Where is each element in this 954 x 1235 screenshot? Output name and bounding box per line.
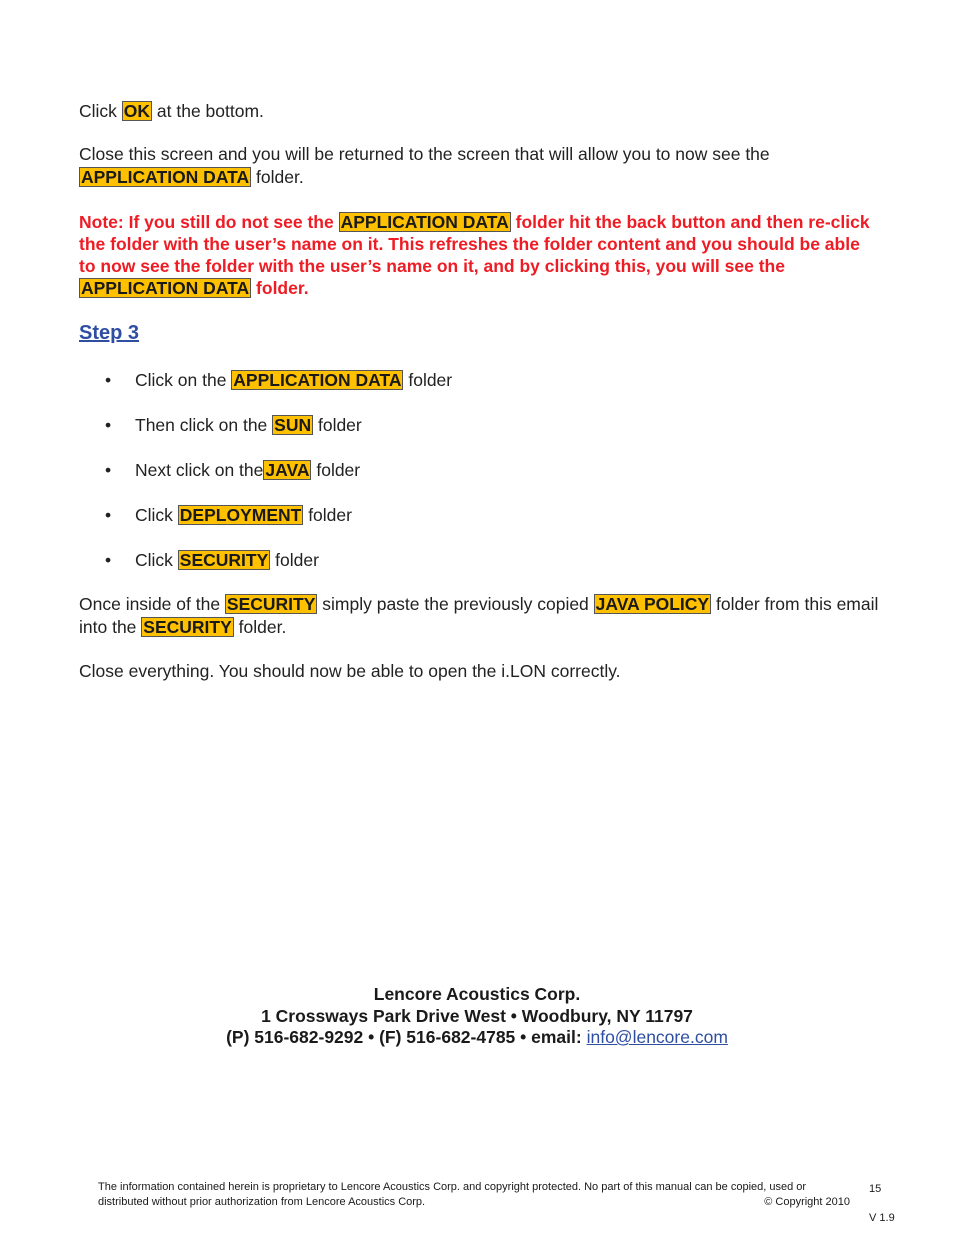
disclaimer-text: The information contained herein is proprietary to Lencore Acoustics Corp. and copyright protected. No part of this manual can be copied, used or distributed without prior authorization from Lencore Acoustics Corp. [98,1181,807,1208]
page-number: 15 [869,1183,882,1195]
document-page: Click OK at the bottom. Close this screen and you will be returned to the screen that will allow you to now see the APPLICATION DATA folder. Note: If you still do not see the APPLICATION DATA folder hit the back button and then re-click the folder with the user’s name on it. This refreshes the folder content and you should be able to now see the folder with the user’s name on it, and by clicking this, you will see the APPLICATION DATA folder. Step 3 • Click on the APPLICATION DATA folder • Then click on the SUN folder • Next click on the JAVA folder • Click DEPLOYMENT folder • Click SECURITY folder Once inside of the SECURITY simply paste the previously copied JAVA POLICY folder from this email into the SECURITY folder. Close everything. You should now be able to open the i.LON correctly. Lencore Acoustics Corp. 1 Crossways Park Drive West • Woodbury, NY 11797 (P) 516-682-9292 • (F) 516-682-4785 • email: info@lencore.com The information contained herein is proprietary to Lencore Acoustics Corp. and copyright protected. No part of this manual can be copied, used or distributed without prior authorization from Lencore Acoustics Corp. © Copyright 2010 15 V 1.9 [0,0,954,1235]
paragraph-close-screen: Close this screen and you will be returned to the screen that will allow you to now see the APPLICATION DATA folder. [79,144,770,187]
bullet-marker: • [105,370,112,390]
highlight-security: SECURITY [179,550,269,570]
note-paragraph: Note: If you still do not see the APPLICATION DATA folder hit the back button and then re-click the folder with the user’s name on it. This refreshes the folder content and you should be able to now see the folder with the user’s name on it, and by clicking this, you will see the APPLICATION DATA folder. [79,212,870,298]
step-heading: Step 3 [79,322,140,344]
street-address: 1 Crossways Park Drive West • Woodbury, NY 11797 [261,1005,693,1026]
bullet-marker: • [105,505,112,525]
email-link[interactable]: info@lencore.com [586,1027,728,1047]
paragraph-paste-policy: Once inside of the SECURITY simply paste the previously copied JAVA POLICY folder from this email into the SECURITY folder. [79,594,879,637]
copyright-text: © Copyright 2010 [764,1196,850,1208]
contact-line: (P) 516-682-9292 • (F) 516-682-4785 • email: info@lencore.com [226,1027,728,1047]
highlight-application-data: APPLICATION DATA [81,278,250,298]
highlight-security: SECURITY [226,594,316,614]
footer-disclaimer [98,1180,858,1210]
highlight-java-policy: JAVA POLICY [595,594,710,614]
paragraph-close-everything: Close everything. You should now be able to open the i.LON correctly. [79,661,621,681]
bullet-marker: • [105,415,112,435]
highlight-deployment: DEPLOYMENT [179,505,302,525]
highlight-security: SECURITY [143,616,232,637]
highlight-ok: OK [123,101,151,121]
highlight-application-data: APPLICATION DATA [233,370,402,390]
paragraph-click-ok: Click OK at the bottom. [79,101,264,121]
company-name: Lencore Acoustics Corp. [373,984,581,1004]
company-address-block [0,984,954,1049]
version-label: V 1.9 [869,1212,895,1224]
highlight-application-data: APPLICATION DATA [340,212,509,232]
highlight-sun: SUN [274,415,312,435]
highlight-java: JAVA [265,460,310,480]
bullet-marker: • [105,460,112,480]
bullet-marker: • [105,550,112,570]
highlight-application-data: APPLICATION DATA [81,166,250,187]
